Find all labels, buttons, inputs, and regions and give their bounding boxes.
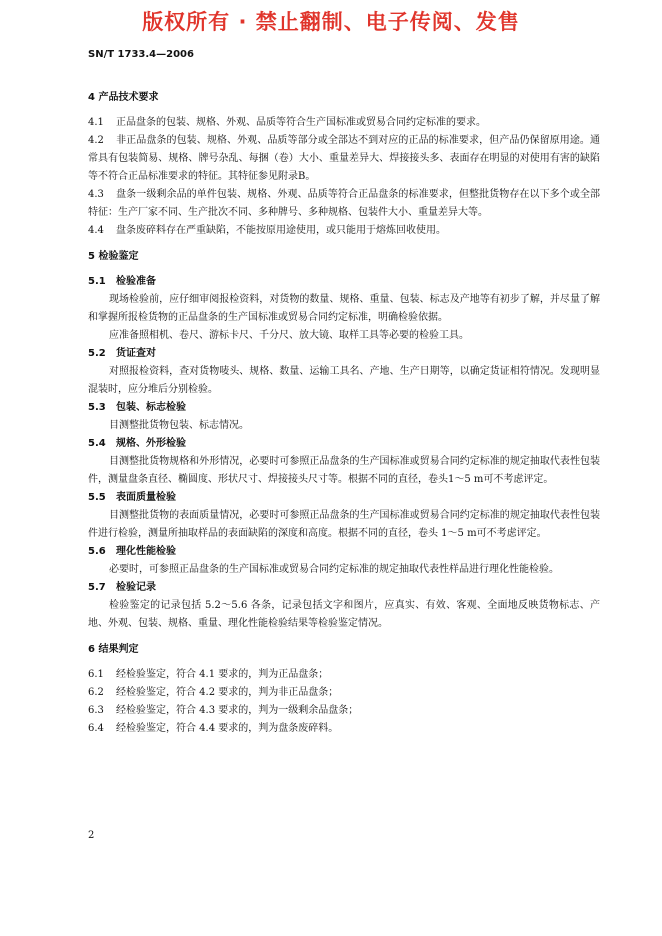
section-6-title: 6 结果判定 — [88, 644, 139, 655]
clause-5-3-para-1: 目测整批货物包装、标志情况。 — [109, 420, 249, 431]
clause-5-3-title: 5.3 包装、标志检验 — [88, 402, 186, 413]
document-body — [88, 90, 600, 738]
copyright-watermark: 版权所有 · 禁止翻制、电子传阅、发售 — [142, 10, 520, 34]
clause-5-7-para-1: 检验鉴定的记录包括 5.2～5.6 各条，记录包括文字和图片，应真实、有效、客观、全面地反映货物标志、产地、外观、包装、规格、重量、理化性能检验结果等检验鉴定情况。 — [88, 600, 600, 629]
clause-6-3: 6.3 经检验鉴定，符合 4.3 要求的，判为一级剩余品盘条； — [88, 705, 359, 716]
page-number: 2 — [88, 830, 95, 841]
clause-4-2: 4.2 非正品盘条的包装、规格、外观、品质等部分或全部达不到对应的正品的标准要求，但产品仍保留原用途。通常具有包装简易、规格、牌号杂乱、每捆（卷）大小、重量差异大、焊接接头多、表面存在明显的对使用有害的缺陷等不符合正品标准要求的特征。其特征参见附录B。 — [88, 135, 600, 182]
clause-5-4-para-1: 目测整批货物规格和外形情况，必要时可参照正品盘条的生产国标准或贸易合同约定标准的规定抽取代表性包装件，测量盘条直径、椭圆度、形状尺寸、焊接接头尺寸等。根据不同的直径，卷头1～5 m可不考虑评定。 — [88, 456, 600, 485]
section-4-title: 4 产品技术要求 — [88, 92, 159, 103]
clause-6-4: 6.4 经检验鉴定，符合 4.4 要求的，判为盘条废碎料。 — [88, 723, 339, 734]
clause-6-2: 6.2 经检验鉴定，符合 4.2 要求的，判为非正品盘条； — [88, 687, 339, 698]
clause-5-2-title: 5.2 货证查对 — [88, 348, 156, 359]
clause-4-1: 4.1 正品盘条的包装、规格、外观、品质等符合生产国标准或贸易合同约定标准的要求。 — [88, 117, 486, 128]
standard-code: SN/T 1733.4—2006 — [88, 49, 194, 60]
clause-5-7-title: 5.7 检验记录 — [88, 582, 156, 593]
section-5-title: 5 检验鉴定 — [88, 251, 139, 262]
clause-5-1-title: 5.1 检验准备 — [88, 276, 156, 287]
clause-5-6-para-1: 必要时，可参照正品盘条的生产国标准或贸易合同约定标准的规定抽取代表性样品进行理化性能检验。 — [109, 564, 559, 575]
clause-5-4-title: 5.4 规格、外形检验 — [88, 438, 186, 449]
clause-4-3: 4.3 盘条一级剩余品的单件包装、规格、外观、品质等符合正品盘条的标准要求，但整批货物存在以下多个或全部特征：生产厂家不同、生产批次不同、多种牌号、多种规格、包装件大小、重量差异大等。 — [88, 189, 600, 218]
clause-6-1: 6.1 经检验鉴定，符合 4.1 要求的，判为正品盘条； — [88, 669, 329, 680]
clause-5-1-para-2: 应准备照相机、卷尺、游标卡尺、千分尺、放大镜、取样工具等必要的检验工具。 — [109, 330, 469, 341]
clause-4-4: 4.4 盘条废碎料存在严重缺陷，不能按原用途使用，或只能用于熔炼回收使用。 — [88, 225, 446, 236]
clause-5-5-title: 5.5 表面质量检验 — [88, 492, 176, 503]
clause-5-2-para-1: 对照报检资料，查对货物唛头、规格、数量、运输工具名、产地、生产日期等，以确定货证相符情况。发现明显混装时，应分堆后分别检验。 — [88, 366, 600, 395]
clause-5-1-para-1: 现场检验前，应仔细审阅报检资料，对货物的数量、规格、重量、包装、标志及产地等有初步了解，并尽量了解和掌握所报检货物的正品盘条的生产国标准或贸易合同约定标准，明确检验依据。 — [88, 294, 600, 323]
clause-5-5-para-1: 目测整批货物的表面质量情况，必要时可参照正品盘条的生产国标准或贸易合同约定标准的规定抽取代表性包装件进行检验，测量所抽取样品的表面缺陷的深度和高度。根据不同的直径，卷头 1～5 m可不考虑评定。 — [88, 510, 600, 539]
clause-5-6-title: 5.6 理化性能检验 — [88, 546, 176, 557]
